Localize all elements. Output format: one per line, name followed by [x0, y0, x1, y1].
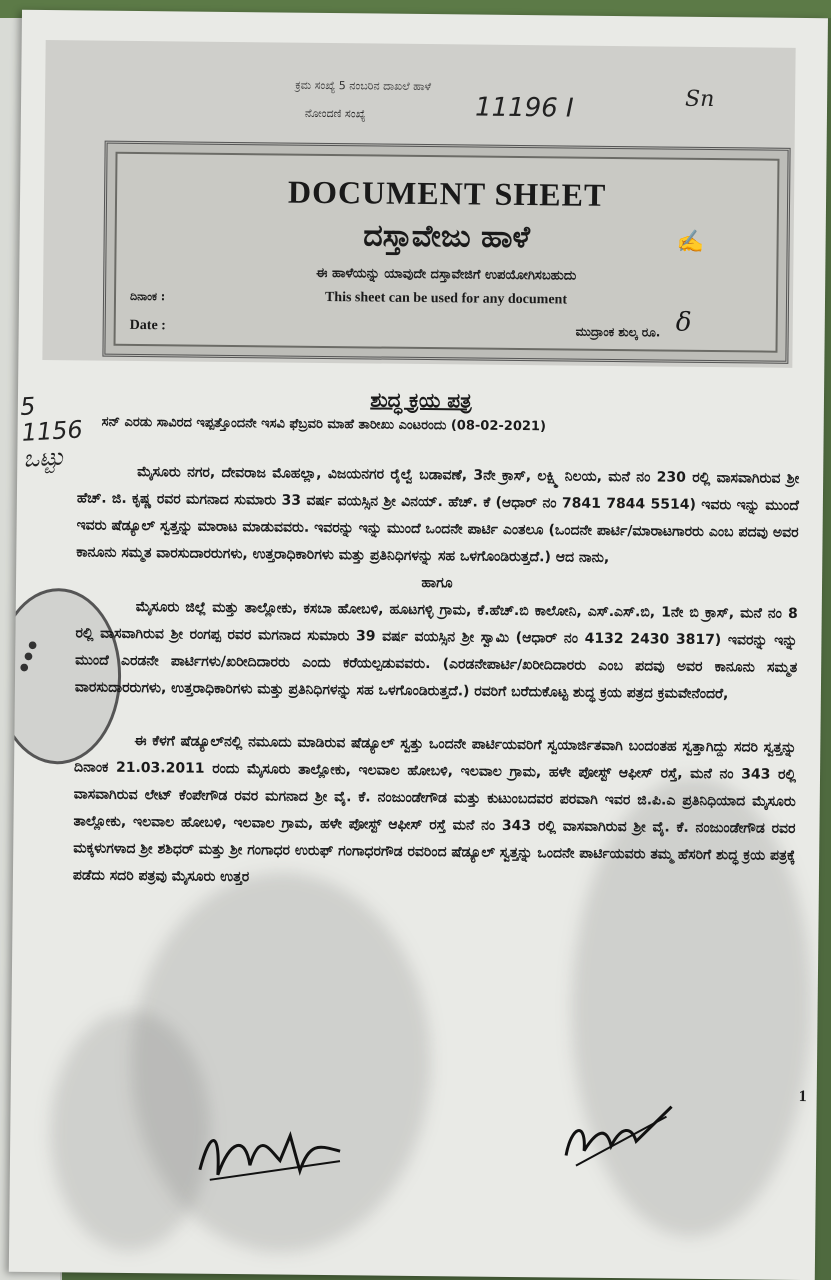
conjunction-and: ಹಾಗೂ: [421, 574, 453, 592]
ink-smudge: [49, 1010, 212, 1252]
deed-body: [73, 458, 799, 897]
seller-signature: [190, 1120, 351, 1192]
pen-icon: ✍: [676, 229, 705, 255]
deed-title: ಶುದ್ಧ ಕ್ರಯ ಪತ್ರ: [370, 387, 472, 413]
paragraph-property-history: ಈ ಕೆಳಗೆ ಷೆಡ್ಯೂಲ್‌ನಲ್ಲಿ ನಮೂದು ಮಾಡಿರುವ ಷೆಡ್ಯೂಲ್ ಸ್ವತ್ತು ಒಂದನೇ ಪಾರ್ಟಿಯವರಿಗೆ ಸ್ವಯಾರ್ಜಿತವಾಗಿ ಬಂದಂತಹ ಸ್ವತ್ತಾಗಿದ್ದು ಸದರಿ ಸ್ವತ್ತನ್ನು ದಿನಾಂಕ 21.03.2011 ರಂದು ಮೈಸೂರು ತಾಲ್ಲೋಕು, ಇಲವಾಲ ಹೋಬಳಿ, ಇಲವಾಲ ಗ್ರಾಮ, ಹಳೇ ಪೋಸ್ಟ್ ಆಫೀಸ್ ರಸ್ತೆ, ಮನೆ ನಂ 343 ರಲ್ಲಿ ವಾಸವಾಗಿರುವ ಲೇಟ್ ಕೆಂಪೇಗೌಡ ರವರ ಮಗನಾದ ಶ್ರೀ ವೈ. ಕೆ. ನಂಜುಂಡೇಗೌಡ ಮತ್ತು ಕುಟುಂಬದವರ ಪರವಾಗಿ ಇವರ ಜಿ.ಪಿ.ಎ ಪ್ರತಿನಿಧಿಯಾದ ಮೈಸೂರು ತಾಲ್ಲೋಕು, ಇಲವಾಲ ಹೋಬಳಿ, ಇಲವಾಲ ಗ್ರಾಮ, ಹಳೇ ಪೋಸ್ಟ್ ಆಫೀಸ್ ರಸ್ತೆ ಮನೆ ನಂ 343 ರಲ್ಲಿ ವಾಸವಾಗಿರುವ ಶ್ರೀ ವೈ. ಕೆ. ನಂಜುಂಡೇಗೌಡ ರವರ ಮಕ್ಕಳುಗಳಾದ ಶ್ರೀ ಶಶಿಧರ್ ಮತ್ತು ಶ್ರೀ ಗಂಗಾಧರ ಉರುಫ್ ಗಂಗಾಧರಗೌಡ ರವರಿಂದ ಷೆಡ್ಯೂಲ್ ಸ್ವತ್ತನ್ನು ಒಂದನೇ ಪಾರ್ಟಿಯವರು ತಮ್ಮ ಹೆಸರಿಗೆ ಶುದ್ಧ ಕ್ರಯ ಪತ್ರಕ್ಕೆ ಪಡೆದು ಸದರಿ ಪತ್ರವು ಮೈಸೂರು ಉತ್ತರ: [72, 732, 797, 886]
page-number: 1: [798, 1087, 807, 1106]
registration-number: 11196 I: [474, 92, 574, 124]
document-sheet-box: [102, 141, 790, 364]
margin-handwritten-note: 5 1156 ಒಟ್ಟು: [19, 392, 84, 473]
handwritten-mark: δ: [675, 307, 692, 338]
document-sheet: [9, 10, 828, 1280]
registration-line: ನೋಂದಣಿ ಸಂಖ್ಯೆ: [304, 106, 366, 121]
serial-line: ಕ್ರಮ ಸಂಖ್ಯೆ 5 ನಂಬರಿನ ದಾಖಲೆ ಹಾಳೆ: [295, 78, 432, 94]
subtitle-english: This sheet can be used for any document: [324, 289, 568, 308]
title-kannada: ದಸ್ತಾವೇಜು ಹಾಳೆ: [363, 218, 531, 256]
date-label-kannada: ದಿನಾಂಕ :: [129, 289, 166, 304]
seal-text: ● ● ●: [17, 639, 40, 674]
box-inner-frame: [114, 152, 780, 353]
deed-date-line: ಸನ್ ಎರಡು ಸಾವಿರದ ಇಪ್ಪತ್ತೊಂದನೇ ಇಸವಿ ಫೆಬ್ರವರಿ ಮಾಹೆ ತಾರೀಖು ಎಂಟರಂದು (08-02-2021): [101, 414, 547, 435]
stamp-value-label: ಮುದ್ರಾಂಕ ಶುಲ್ಕ ರೂ.: [575, 324, 661, 340]
subtitle-kannada: ಈ ಹಾಳೆಯನ್ನು ಯಾವುದೇ ದಸ್ತಾವೇಜಿಗೆ ಉಪಯೋಗಿಸಬಹುದು: [316, 265, 577, 284]
paragraph-second-party: ಮೈಸೂರು ಜಿಲ್ಲೆ ಮತ್ತು ತಾಲ್ಲೋಕು, ಕಸಬಾ ಹೋಬಳಿ, ಹೂಟಗಳ್ಳಿ ಗ್ರಾಮ, ಕೆ.ಹೆಚ್.ಬಿ ಕಾಲೋನಿ, ಎಸ್.ಎಸ್.ಬಿ, 1ನೇ ಬಿ ಕ್ರಾಸ್, ಮನೆ ನಂ 8 ರಲ್ಲಿ ವಾಸವಾಗಿರುವ ಶ್ರೀ ರಂಗಪ್ಪ ರವರ ಮಗನಾದ ಸುಮಾರು 39 ವರ್ಷ ವಯಸ್ಸಿನ ಶ್ರೀ ಸ್ವಾಮಿ (ಆಧಾರ್ ನಂ 4132 2430 3817) ಇವರನ್ನು ಇನ್ನು ಮುಂದೆ ಎರಡನೇ ಪಾರ್ಟಿಗಳು/ಖರೀದಿದಾರರು ಎಂದು ಕರೆಯಲ್ಪಡುವವರು. (ಎರಡನೇಪಾರ್ಟಿ/ಖರೀದಿದಾರರು ಎಂಬ ಪದವು ಅವರ ಕಾನೂನು ಸಮ್ಮತ ವಾರಸುದಾರರುಗಳು, ಉತ್ತರಾಧಿಕಾರಿಗಳು ಮತ್ತು ಪ್ರತಿನಿಧಿಗಳನ್ನು ಸಹ ಒಳಗೊಂಡಿರುತ್ತದೆ.) ರವರಿಗೆ ಬರೆದುಕೊಟ್ಟ ಶುದ್ಧ ಕ್ರಯ ಪತ್ರದ ಕ್ರಮವೇನೆಂದರೆ,: [74, 599, 798, 703]
paragraph-first-party: ಮೈಸೂರು ನಗರ, ದೇವರಾಜ ಮೊಹಲ್ಲಾ, ವಿಜಯನಗರ ರೈಲ್ವೆ ಬಡಾವಣೆ, 3ನೇ ಕ್ರಾಸ್, ಲಕ್ಷ್ಮಿ ನಿಲಯ, ಮನೆ ನಂ 230 ರಲ್ಲಿ ವಾಸವಾಗಿರುವ ಶ್ರೀ ಹೆಚ್. ಜಿ. ಕೃಷ್ಣ ರವರ ಮಗನಾದ ಸುಮಾರು 33 ವರ್ಷ ವಯಸ್ಸಿನ ಶ್ರೀ ವಿನಯ್. ಹೆಚ್. ಕೆ (ಆಧಾರ್ ನಂ 7841 7844 5514) ಇವರು ಇನ್ನು ಮುಂದೆ ಇವರು ಷೆಡ್ಯೂಲ್ ಸ್ವತ್ತನ್ನು ಮಾರಾಟ ಮಾಡುವವರು. ಇವರನ್ನು ಇನ್ನು ಮುಂದೆ ಒಂದನೇ ಪಾರ್ಟಿ ಎಂತಲೂ (ಒಂದನೇ ಪಾರ್ಟಿ/ಮಾರಾಟಗಾರರು ಎಂಬ ಪದವು ಅವರ ಕಾನೂನು ಸಮ್ಮತ ವಾರಸುದಾರರುಗಳು, ಉತ್ತರಾಧಿಕಾರಿಗಳು ಮತ್ತು ಪ್ರತಿನಿಧಿಗಳನ್ನು ಸಹ ಒಳಗೊಂಡಿರುತ್ತದೆ.) ಆದ ನಾನು,: [76, 464, 800, 566]
date-label-english: Date :: [129, 317, 166, 334]
buyer-signature: [556, 1095, 677, 1176]
stamp-header: [42, 40, 795, 368]
title-english: DOCUMENT SHEET: [287, 173, 607, 213]
top-signature: Sn: [684, 86, 715, 113]
